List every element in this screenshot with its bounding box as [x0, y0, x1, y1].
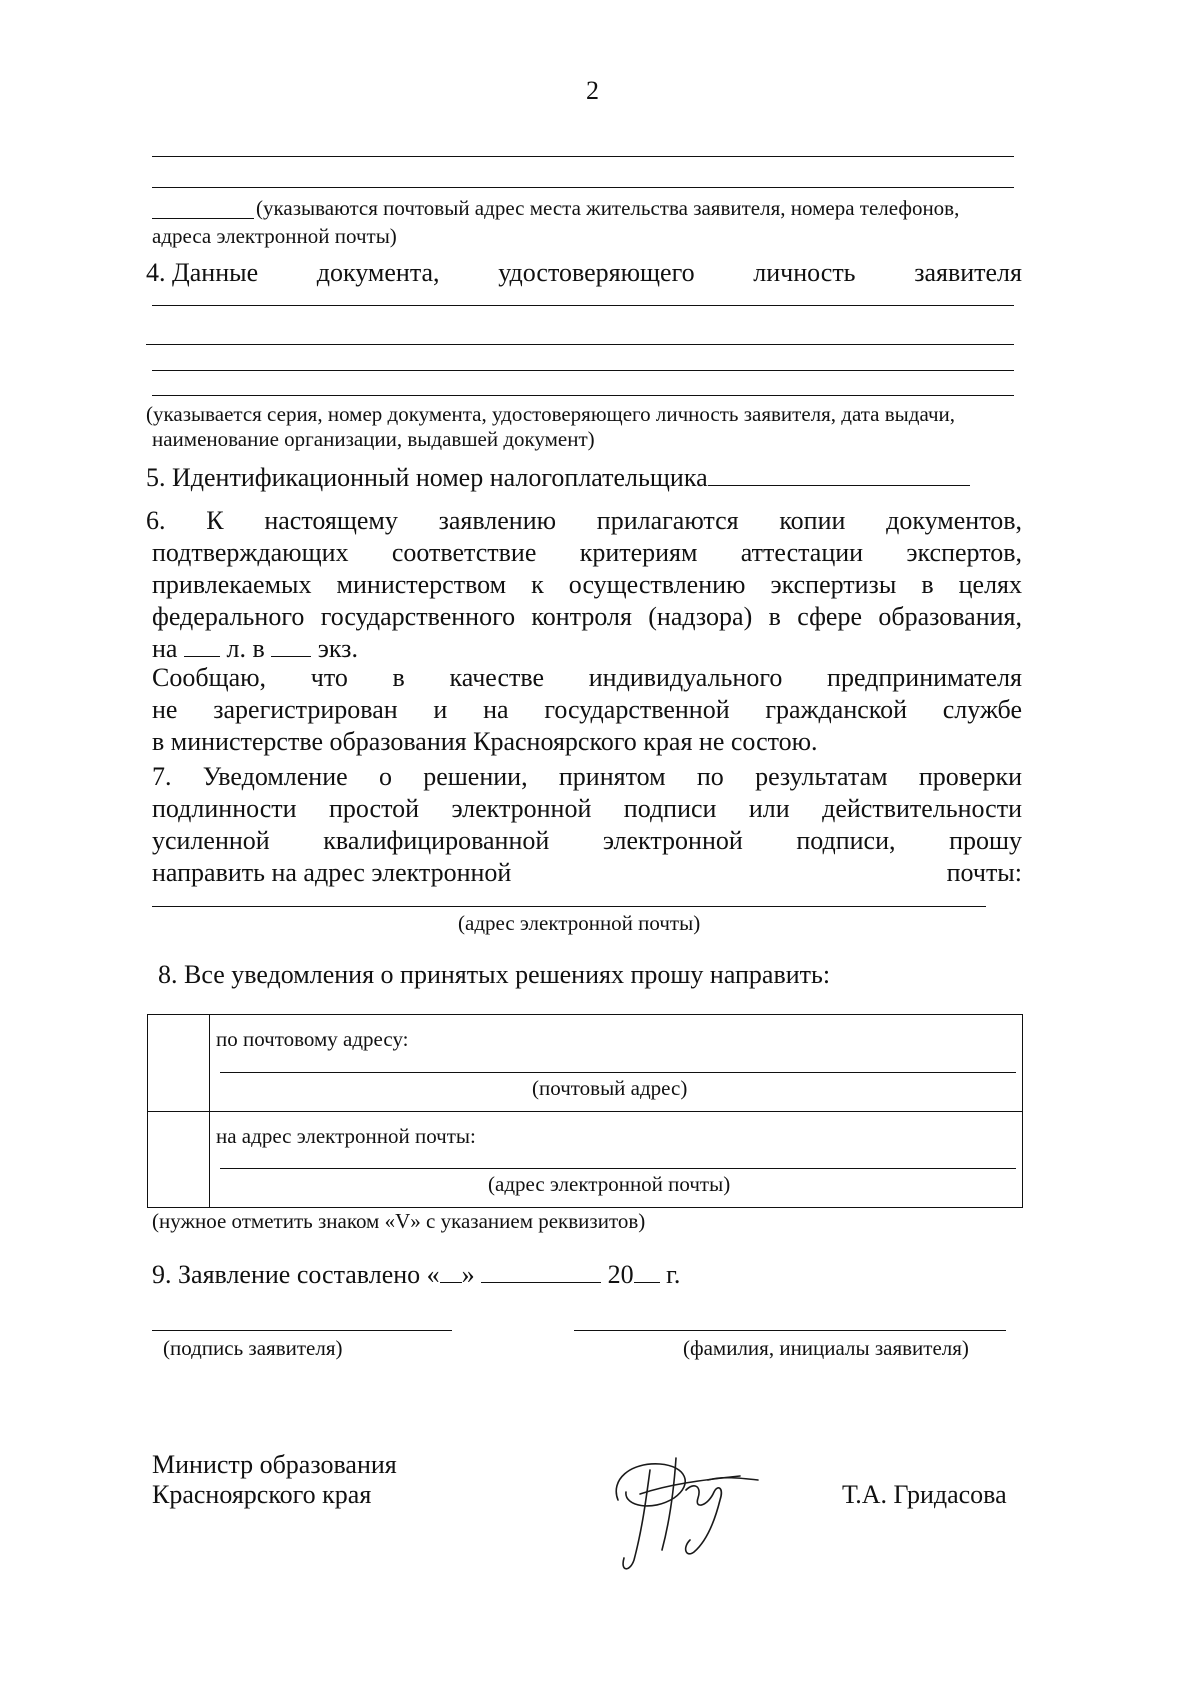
notification-table [147, 1014, 1023, 1208]
item4-word: удостоверяющего [498, 258, 695, 287]
item8-title: 8. Все уведомления о принятых решениях прошу направить: [158, 960, 831, 989]
year-field[interactable] [634, 1281, 660, 1283]
postal-checkbox[interactable] [148, 1015, 210, 1112]
postal-row [148, 1015, 1023, 1112]
day-field[interactable] [440, 1281, 462, 1283]
item6-paragraph [146, 505, 1022, 665]
email-label: на адрес электронной почты: [216, 1124, 476, 1148]
address-line-1 [152, 156, 1014, 157]
email-hint: (адрес электронной почты) [458, 911, 701, 935]
id-doc-line-4 [152, 395, 1014, 396]
address-hint-cont: адреса электронной почты) [152, 224, 397, 248]
pages-field[interactable] [184, 655, 220, 657]
signature-hint: (подпись заявителя) [163, 1336, 343, 1360]
email-cell [210, 1112, 1023, 1208]
item4-word: 4. Данные [146, 258, 259, 287]
item7-line: подлинности простой электронной подписи или действительности [152, 794, 1022, 823]
item6-line: федерального государственного контроля (надзора) в сфере образования, [152, 602, 1022, 631]
email-line[interactable] [152, 906, 986, 907]
item4-hint: (указывается серия, номер документа, удостоверяющего личность заявителя, дата выдачи, [146, 402, 955, 426]
signatory-title: Министр образования [152, 1450, 397, 1479]
item4-hint-cont: наименование организации, выдавшей документ) [152, 427, 595, 451]
item7-line: усиленной квалифицированной электронной подписи, прошу [152, 826, 1022, 855]
address-line-3 [152, 218, 254, 219]
item9-line: 9. Заявление составлено « » 20 г. [152, 1260, 681, 1289]
signatory-title-cont: Красноярского края [152, 1480, 372, 1509]
address-line-2 [152, 187, 1014, 188]
postal-cell [210, 1015, 1023, 1112]
declaration-paragraph [152, 662, 1022, 758]
month-field[interactable] [481, 1281, 601, 1283]
name-hint: (фамилия, инициалы заявителя) [683, 1336, 969, 1360]
id-doc-line-2 [146, 344, 1014, 345]
copies-field[interactable] [271, 655, 311, 657]
item8-note: (нужное отметить знаком «V» с указанием реквизитов) [152, 1209, 646, 1233]
item6-line: 6. К настоящему заявлению прилагаются копии документов, [146, 506, 1022, 535]
item6-line: привлекаемых министерством к осуществлению экспертизы в целях [152, 570, 1022, 599]
page-number: 2 [586, 76, 599, 105]
declaration-line: Сообщаю, что в качестве индивидуального предпринимателя [152, 663, 1022, 692]
email-address-line[interactable] [220, 1168, 1016, 1169]
applicant-signature-line[interactable] [152, 1330, 452, 1331]
inn-field[interactable] [708, 484, 970, 486]
declaration-line: не зарегистрирован и на государственной гражданской службе [152, 695, 1022, 724]
email-row [148, 1112, 1023, 1208]
address-hint: (указываются почтовый адрес места жительства заявителя, номера телефонов, [256, 196, 960, 220]
item4-word: документа, [316, 258, 440, 287]
id-doc-line-3 [152, 370, 1014, 371]
postal-hint: (почтовый адрес) [532, 1076, 688, 1100]
postal-label: по почтовому адресу: [216, 1027, 409, 1051]
item4-word: личность [753, 258, 856, 287]
postal-address-line[interactable] [220, 1072, 1016, 1073]
email-row-hint: (адрес электронной почты) [488, 1172, 731, 1196]
signatory-name: Т.А. Гридасова [842, 1480, 1007, 1509]
item6-last-line: на л. в экз. [152, 634, 358, 663]
declaration-last-line: в министерстве образования Красноярского края не состою. [152, 727, 818, 756]
item7-paragraph [152, 761, 1022, 889]
item7-line: 7. Уведомление о решении, принятом по результатам проверки [152, 762, 1022, 791]
applicant-name-line[interactable] [574, 1330, 1006, 1331]
minister-signature [590, 1440, 770, 1580]
item5-label: 5. Идентификационный номер налогоплательщика [146, 463, 970, 493]
item4-word: заявителя [914, 258, 1022, 287]
email-checkbox[interactable] [148, 1112, 210, 1208]
item4-heading [146, 258, 1022, 288]
id-doc-line-1 [152, 305, 1014, 306]
item7-last-line: направить на адрес электронной почты: [152, 858, 1022, 887]
item6-line: подтверждающих соответствие критериям аттестации экспертов, [152, 538, 1022, 567]
